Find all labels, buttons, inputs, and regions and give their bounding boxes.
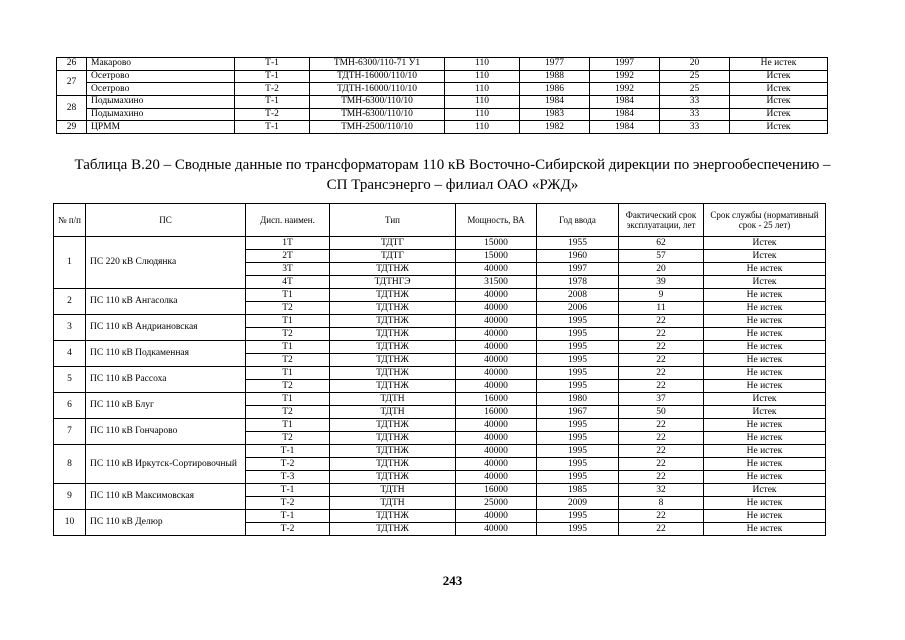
type-cell: ТМН-2500/110/10 [310,121,445,134]
row-number: 9 [54,484,86,510]
power-cell: 31500 [456,276,537,289]
disp-cell: Т-1 [235,70,310,83]
status-cell: Истек [704,276,826,289]
commission-year-cell: 1997 [590,58,660,71]
actual-term-cell: 22 [619,419,704,432]
commission-year-cell: 1992 [590,70,660,83]
disp-cell: Т-1 [246,445,330,458]
disp-cell: Т-1 [246,484,330,497]
disp-cell: Т2 [246,380,330,393]
status-cell: Истек [730,96,828,109]
disp-cell: 1Т [246,237,330,250]
status-cell: Не истек [704,497,826,510]
row-number: 6 [54,393,86,419]
status-cell: Не истек [704,341,826,354]
year-cell: 1995 [537,315,619,328]
table-row [57,83,828,96]
service-years-cell: 33 [660,108,730,121]
disp-cell: 4Т [246,276,330,289]
status-cell: Истек [730,70,828,83]
disp-cell: 3Т [246,263,330,276]
status-cell: Не истек [704,367,826,380]
header-type: Тип [330,204,456,237]
substation-name: ПС 110 кВ Иркутск-Сортировочный [86,445,246,484]
voltage-cell: 110 [445,121,520,134]
disp-cell: 2Т [246,250,330,263]
disp-cell: Т1 [246,341,330,354]
disp-cell: Т2 [246,406,330,419]
year-cell: 1978 [537,276,619,289]
actual-term-cell: 22 [619,471,704,484]
year-cell: 1997 [537,263,619,276]
page-number: 243 [442,573,463,588]
service-years-cell: 33 [660,96,730,109]
table-row [54,289,826,302]
voltage-cell: 110 [445,70,520,83]
actual-term-cell: 8 [619,497,704,510]
actual-term-cell: 39 [619,276,704,289]
power-cell: 40000 [456,380,537,393]
type-cell: ТДТН [330,497,456,510]
status-cell: Истек [704,406,826,419]
header-num: № п/п [54,204,86,237]
disp-cell: Т-2 [246,523,330,536]
actual-term-cell: 22 [619,341,704,354]
status-cell: Истек [730,83,828,96]
disp-cell: Т-2 [246,458,330,471]
type-cell: ТДТНЖ [330,315,456,328]
power-cell: 40000 [456,367,537,380]
service-years-cell: 25 [660,70,730,83]
caption-line-1: Таблица В.20 – Сводные данные по трансформаторам 110 кВ Восточно-Сибирской дирекции по энергообеспечению – [74,157,831,173]
year-cell: 2006 [537,302,619,315]
disp-cell: Т-2 [235,108,310,121]
power-cell: 25000 [456,497,537,510]
table-row [57,96,828,109]
substation-name: ПС 110 кВ Гончарово [86,419,246,445]
table-row [54,237,826,250]
table-row [57,58,828,71]
caption-line-2: СП Трансэнерго – филиал ОАО «РЖД» [326,177,579,193]
station-cell: ЦРММ [87,121,235,134]
disp-cell: Т-3 [246,471,330,484]
substation-name: ПС 110 кВ Блуг [86,393,246,419]
power-cell: 40000 [456,302,537,315]
row-number: 10 [54,510,86,536]
disp-cell: Т1 [246,289,330,302]
actual-term-cell: 22 [619,328,704,341]
power-cell: 40000 [456,328,537,341]
substation-name: ПС 110 кВ Подкаменная [86,341,246,367]
header-service: Срок службы (нормативный срок - 25 лет) [704,204,826,237]
status-cell: Истек [704,237,826,250]
year-cell: 1995 [537,458,619,471]
status-cell: Не истек [704,380,826,393]
status-cell: Не истек [704,445,826,458]
commission-year-cell: 1992 [590,83,660,96]
status-cell: Не истек [704,263,826,276]
station-cell: Осетрово [87,70,235,83]
disp-cell: Т-1 [235,58,310,71]
actual-term-cell: 62 [619,237,704,250]
service-years-cell: 33 [660,121,730,134]
header-disp: Дисп. наимен. [246,204,330,237]
year-cell: 1980 [537,393,619,406]
disp-cell: Т1 [246,315,330,328]
year-cell: 1995 [537,367,619,380]
row-number: 4 [54,341,86,367]
service-years-cell: 25 [660,83,730,96]
status-cell: Не истек [704,471,826,484]
status-cell: Истек [704,250,826,263]
table-row [54,484,826,497]
year-cell: 1995 [537,510,619,523]
voltage-cell: 110 [445,58,520,71]
table-row [57,121,828,134]
table-row [54,445,826,458]
header-power: Мощность, ВА [456,204,537,237]
type-cell: ТДТНЖ [330,510,456,523]
power-cell: 40000 [456,289,537,302]
type-cell: ТДТН [330,406,456,419]
disp-cell: Т2 [246,432,330,445]
station-cell: Подымахино [87,108,235,121]
power-cell: 40000 [456,354,537,367]
manufacture-year-cell: 1988 [520,70,590,83]
type-cell: ТМН-6300/110-71 У1 [310,58,445,71]
row-number: 1 [54,237,86,289]
status-cell: Не истек [704,432,826,445]
disp-cell: Т1 [246,393,330,406]
substation-name: ПС 110 кВ Ангасолка [86,289,246,315]
actual-term-cell: 20 [619,263,704,276]
type-cell: ТДТН-16000/110/10 [310,83,445,96]
actual-term-cell: 22 [619,354,704,367]
power-cell: 40000 [456,432,537,445]
power-cell: 40000 [456,445,537,458]
year-cell: 1995 [537,380,619,393]
type-cell: ТДТНЖ [330,380,456,393]
station-cell: Осетрово [87,83,235,96]
disp-cell: Т1 [246,419,330,432]
commission-year-cell: 1984 [590,121,660,134]
type-cell: ТДТНЖ [330,289,456,302]
service-years-cell: 20 [660,58,730,71]
table-row [54,510,826,523]
header-actual: Фактический срок эксплуатации, лет [619,204,704,237]
disp-cell: Т-2 [235,83,310,96]
year-cell: 2009 [537,497,619,510]
voltage-cell: 110 [445,108,520,121]
year-cell: 1967 [537,406,619,419]
substation-name: ПС 110 кВ Делюр [86,510,246,536]
type-cell: ТДТНЖ [330,445,456,458]
year-cell: 1995 [537,419,619,432]
substation-name: ПС 110 кВ Рассоха [86,367,246,393]
voltage-cell: 110 [445,83,520,96]
disp-cell: Т-1 [235,121,310,134]
power-cell: 40000 [456,263,537,276]
table-row [54,315,826,328]
manufacture-year-cell: 1986 [520,83,590,96]
status-cell: Не истек [704,302,826,315]
actual-term-cell: 22 [619,367,704,380]
type-cell: ТДТНЖ [330,523,456,536]
power-cell: 40000 [456,419,537,432]
station-cell: Подымахино [87,96,235,109]
row-number: 28 [57,96,87,121]
year-cell: 1985 [537,484,619,497]
power-cell: 40000 [456,510,537,523]
power-cell: 40000 [456,315,537,328]
row-number: 7 [54,419,86,445]
type-cell: ТМН-6300/110/10 [310,108,445,121]
status-cell: Истек [730,108,828,121]
status-cell: Не истек [704,289,826,302]
table-row [54,367,826,380]
manufacture-year-cell: 1982 [520,121,590,134]
row-number: 2 [54,289,86,315]
manufacture-year-cell: 1983 [520,108,590,121]
type-cell: ТДТНЖ [330,302,456,315]
power-cell: 40000 [456,523,537,536]
year-cell: 1995 [537,445,619,458]
power-cell: 15000 [456,237,537,250]
actual-term-cell: 22 [619,510,704,523]
type-cell: ТДТГ [330,237,456,250]
power-cell: 40000 [456,471,537,484]
manufacture-year-cell: 1977 [520,58,590,71]
actual-term-cell: 50 [619,406,704,419]
status-cell: Не истек [704,315,826,328]
type-cell: ТДТНЖ [330,354,456,367]
table-row [54,341,826,354]
commission-year-cell: 1984 [590,96,660,109]
table-row [54,419,826,432]
table-caption [40,155,865,195]
actual-term-cell: 22 [619,315,704,328]
row-number: 5 [54,367,86,393]
power-cell: 40000 [456,341,537,354]
actual-term-cell: 22 [619,458,704,471]
type-cell: ТДТНЖ [330,471,456,484]
row-number: 3 [54,315,86,341]
status-cell: Не истек [704,419,826,432]
manufacture-year-cell: 1984 [520,96,590,109]
type-cell: ТДТНГЭ [330,276,456,289]
substation-name: ПС 110 кВ Андриановская [86,315,246,341]
type-cell: ТДТНЖ [330,263,456,276]
disp-cell: Т2 [246,302,330,315]
disp-cell: Т-2 [246,497,330,510]
actual-term-cell: 37 [619,393,704,406]
type-cell: ТДТНЖ [330,328,456,341]
disp-cell: Т2 [246,354,330,367]
table-row [57,70,828,83]
actual-term-cell: 22 [619,523,704,536]
row-number: 26 [57,58,87,71]
year-cell: 1995 [537,471,619,484]
voltage-cell: 110 [445,96,520,109]
status-cell: Истек [704,393,826,406]
station-cell: Макарово [87,58,235,71]
row-number: 29 [57,121,87,134]
disp-cell: Т1 [246,367,330,380]
actual-term-cell: 9 [619,289,704,302]
type-cell: ТДТНЖ [330,432,456,445]
status-cell: Не истек [704,328,826,341]
status-cell: Не истек [704,354,826,367]
previous-table [56,57,828,134]
year-cell: 1955 [537,237,619,250]
power-cell: 16000 [456,484,537,497]
power-cell: 16000 [456,393,537,406]
status-cell: Не истек [704,510,826,523]
power-cell: 40000 [456,458,537,471]
type-cell: ТДТН-16000/110/10 [310,70,445,83]
type-cell: ТДТГ [330,250,456,263]
year-cell: 1995 [537,328,619,341]
transformers-table [53,203,826,536]
row-number: 8 [54,445,86,484]
year-cell: 1995 [537,523,619,536]
year-cell: 1995 [537,432,619,445]
type-cell: ТДТНЖ [330,341,456,354]
type-cell: ТДТНЖ [330,367,456,380]
substation-name: ПС 220 кВ Слюдянка [86,237,246,289]
disp-cell: Т-1 [246,510,330,523]
status-cell: Не истек [704,523,826,536]
type-cell: ТДТНЖ [330,419,456,432]
power-cell: 16000 [456,406,537,419]
type-cell: ТДТН [330,393,456,406]
year-cell: 2008 [537,289,619,302]
actual-term-cell: 11 [619,302,704,315]
type-cell: ТДТН [330,484,456,497]
actual-term-cell: 32 [619,484,704,497]
header-year: Год ввода [537,204,619,237]
year-cell: 1960 [537,250,619,263]
status-cell: Не истек [704,458,826,471]
status-cell: Истек [704,484,826,497]
disp-cell: Т-1 [235,96,310,109]
table-row [57,108,828,121]
row-number: 27 [57,70,87,95]
status-cell: Истек [730,121,828,134]
substation-name: ПС 110 кВ Максимовская [86,484,246,510]
type-cell: ТДТНЖ [330,458,456,471]
table-row [54,393,826,406]
disp-cell: Т2 [246,328,330,341]
commission-year-cell: 1984 [590,108,660,121]
status-cell: Не истек [730,58,828,71]
header-ps: ПС [86,204,246,237]
actual-term-cell: 22 [619,380,704,393]
actual-term-cell: 57 [619,250,704,263]
type-cell: ТМН-6300/110/10 [310,96,445,109]
header-row [54,204,826,237]
actual-term-cell: 22 [619,432,704,445]
actual-term-cell: 22 [619,445,704,458]
power-cell: 15000 [456,250,537,263]
year-cell: 1995 [537,354,619,367]
year-cell: 1995 [537,341,619,354]
